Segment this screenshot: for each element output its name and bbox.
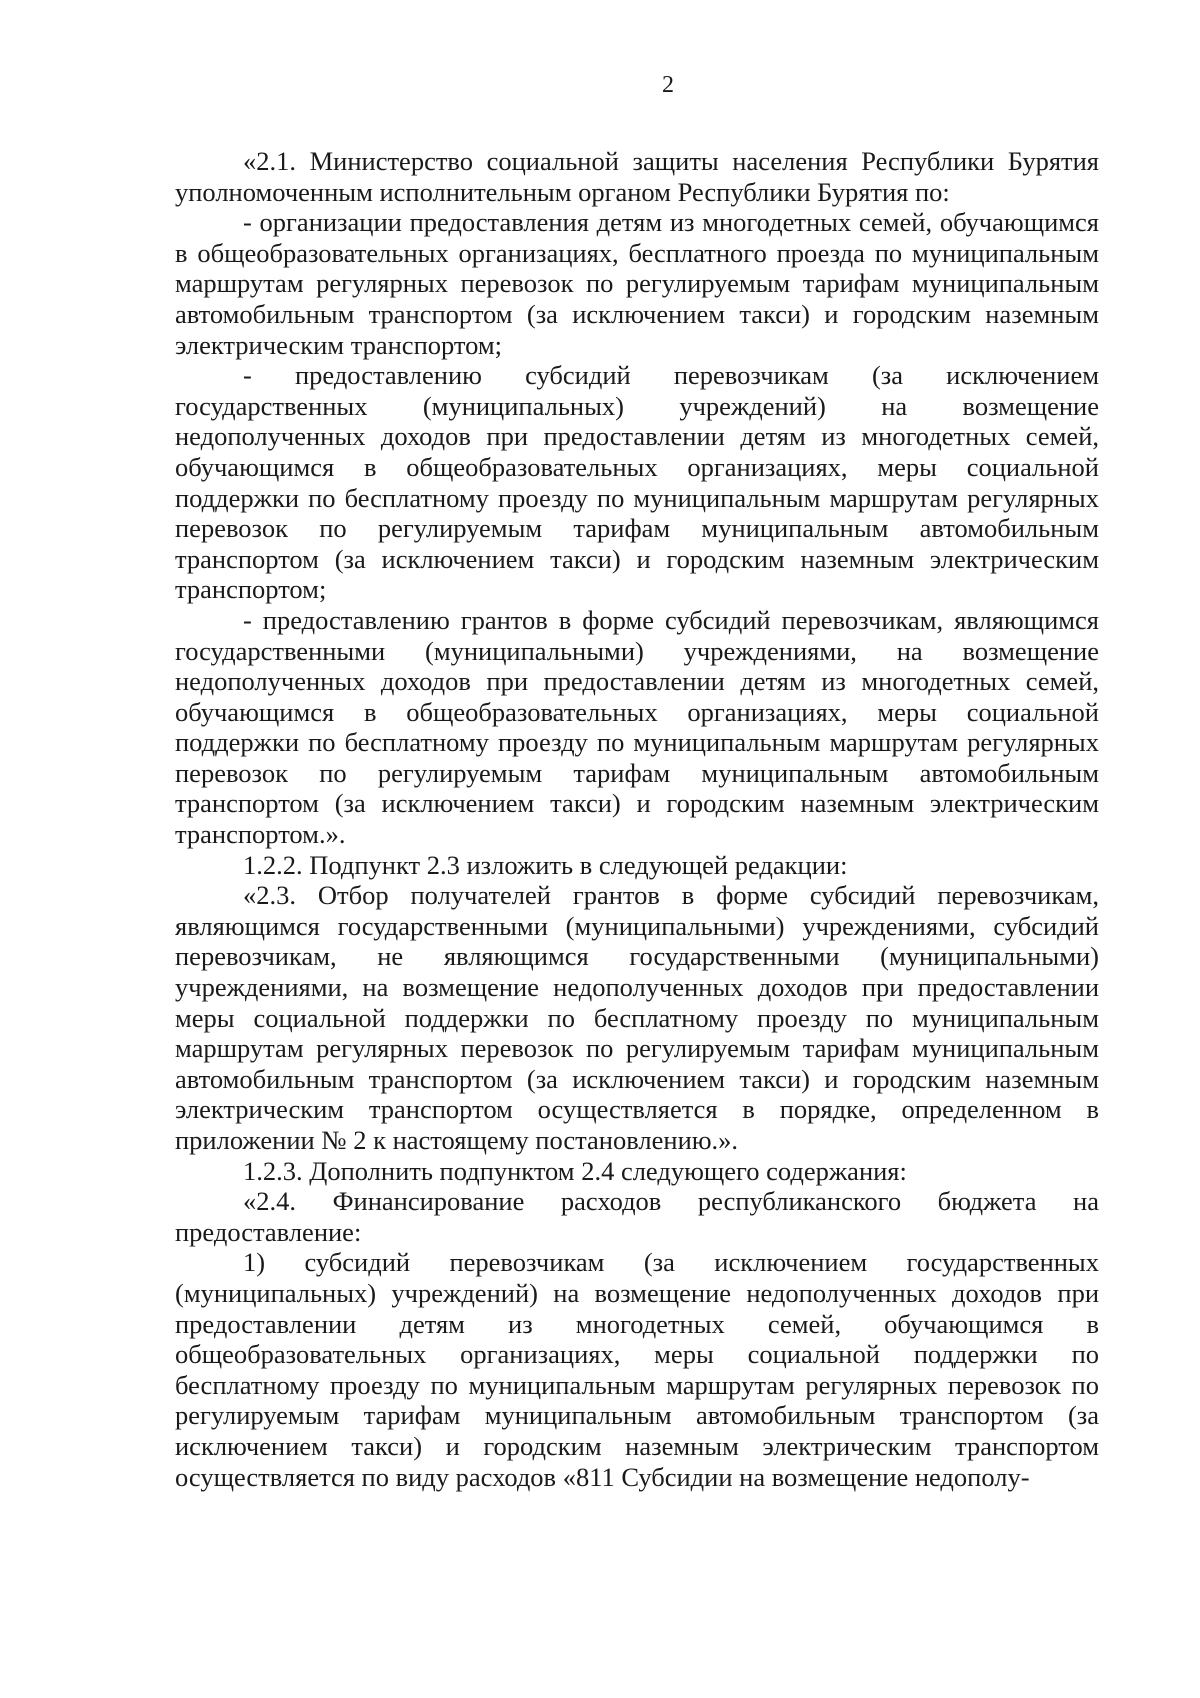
- paragraph-2-3: «2.3. Отбор получателей грантов в форме субсидий перевозчикам, являющимся государственными (муниципальными) учреждениями, субсидий перевозчикам, не являющимся государственными (муниципальными) учреждениями, на возмещение недополученных доходов при предоставлении меры социальной поддержки по бесплатному проезду по муниципальным маршрутам регулярных перевозок по регулируемым тарифам муниципальным автомобильным транспортом (за исключением такси) и городским наземным электрическим транспортом осуществляется в порядке, определенном в приложении № 2 к настоящему постановлению.».: [175, 880, 1099, 1155]
- paragraph-1-2-3: 1.2.3. Дополнить подпунктом 2.4 следующего содержания:: [243, 1155, 907, 1186]
- paragraph-1-2-2: 1.2.2. Подпункт 2.3 изложить в следующей редакции:: [243, 849, 848, 880]
- paragraph-2-4: «2.4. Финансирование расходов республиканского бюджета на предоставление:: [175, 1186, 1099, 1247]
- paragraph-item-1: 1) субсидий перевозчикам (за исключением государственных (муниципальных) учреждений) на возмещение недополученных доходов при предоставлении детям из многодетных семей, обучающимся в общеобразовательных организациях, меры социальной поддержки по бесплатному проезду по муниципальным маршрутам регулярных перевозок по регулируемым тарифам муниципальным автомобильным транспортом (за исключением такси) и городским наземным электрическим транспортом осуществляется по виду расходов «811 Субсидии на возмещение недополу-: [175, 1247, 1099, 1492]
- document-body: [175, 146, 1099, 1492]
- paragraph-bullet-organization: - организации предоставления детям из многодетных семей, обучающимся в общеобразовательных организациях, бесплатного проезда по муниципальным маршрутам регулярных перевозок по регулируемым тарифам муниципальным автомобильным транспортом (за исключением такси) и городским наземным электрическим транспортом;: [175, 207, 1099, 360]
- paragraph-bullet-grants: - предоставлению грантов в форме субсидий перевозчикам, являющимся государственными (муниципальными) учреждениями, на возмещение недополученных доходов при предоставлении детям из многодетных семей, обучающимся в общеобразовательных организациях, меры социальной поддержки по бесплатному проезду по муниципальным маршрутам регулярных перевозок по регулируемым тарифам муниципальным автомобильным транспортом (за исключением такси) и городским наземным электрическим транспортом.».: [175, 604, 1099, 850]
- page-number: 2: [662, 72, 674, 98]
- paragraph-bullet-subsidies: - предоставлению субсидий перевозчикам (за исключением государственных (муниципальных) учреждений) на возмещение недополученных доходов при предоставлении детям из многодетных семей, обучающимся в общеобразовательных организациях, меры социальной поддержки по бесплатному проезду по муниципальным маршрутам регулярных перевозок по регулируемым тарифам муниципальным автомобильным транспортом (за исключением такси) и городским наземным электрическим транспортом;: [175, 360, 1099, 605]
- paragraph-2-1: «2.1. Министерство социальной защиты населения Республики Бурятия уполномоченным исполнительным органом Республики Бурятия по:: [175, 146, 1099, 207]
